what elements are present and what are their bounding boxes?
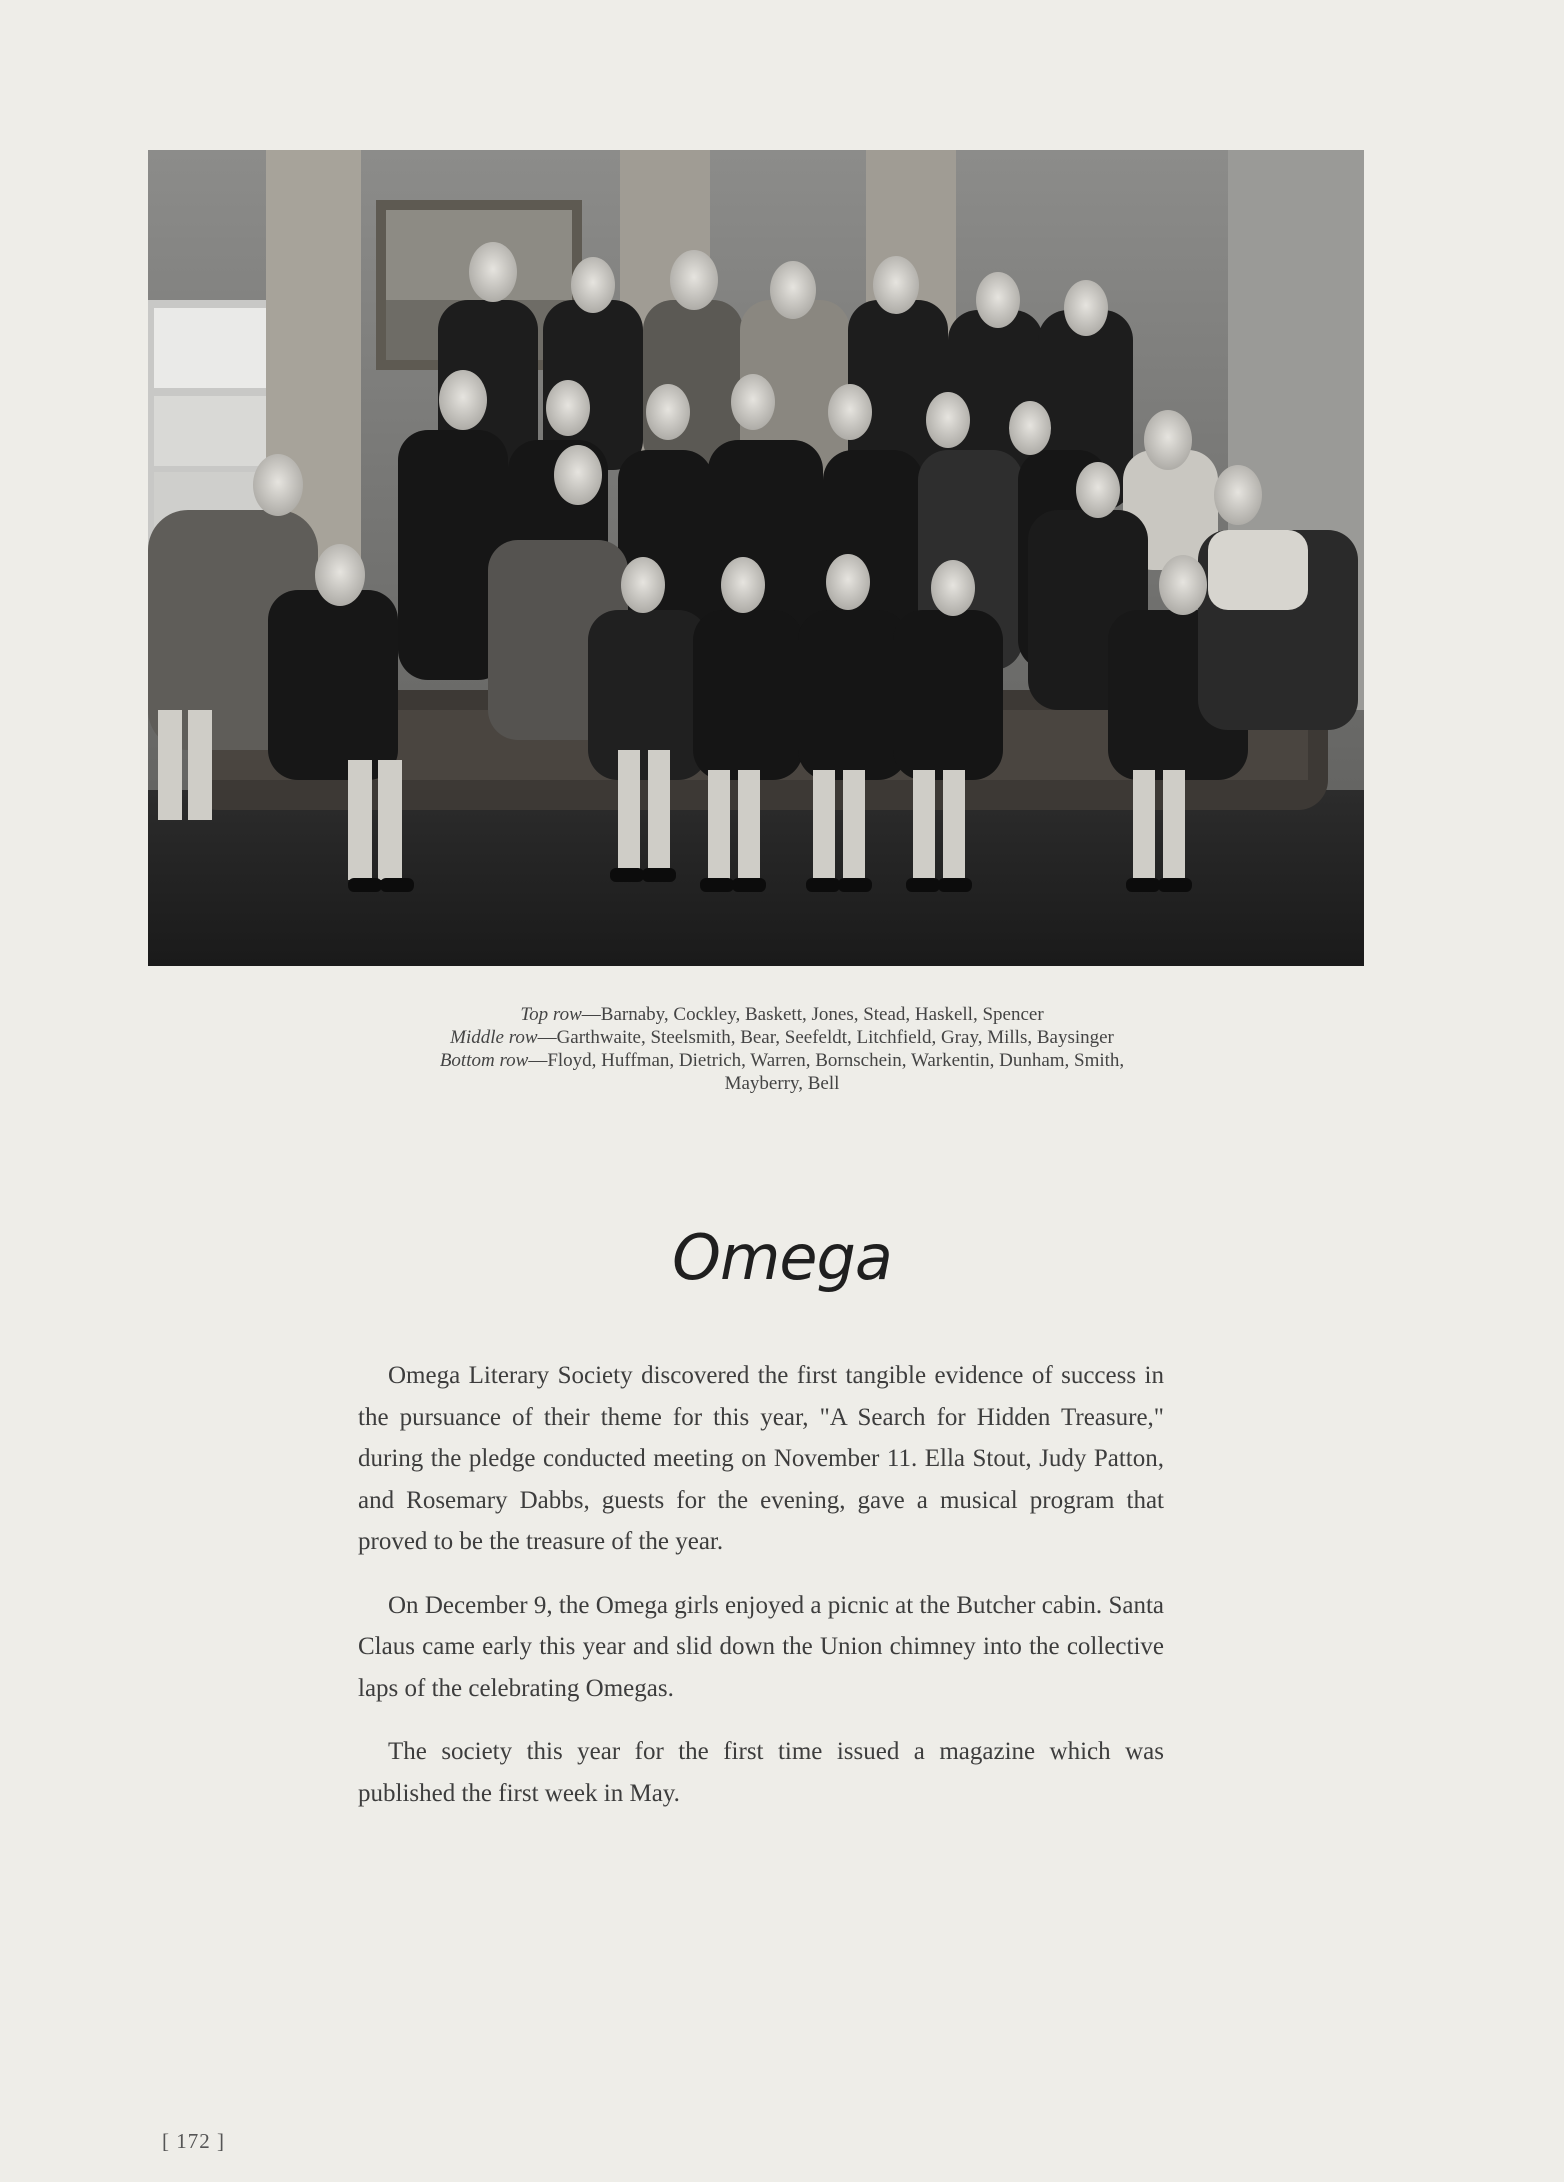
- group-photo-image: [148, 150, 1364, 966]
- caption-middle-row: [250, 1026, 1314, 1049]
- caption-bottom-row-continued: Mayberry, Bell: [724, 1073, 840, 1094]
- caption-bottom-row: [250, 1049, 1314, 1072]
- page-number: [ 172 ]: [162, 2129, 225, 2153]
- caption-bottom-row-names: —Floyd, Huffman, Dietrich, Warren, Bornschein, Warkentin, Dunham, Smith,: [528, 1050, 1125, 1071]
- caption-top-row: [250, 1003, 1314, 1026]
- article-body: [358, 1355, 1164, 1836]
- caption-middle-row-label: Middle row: [450, 1027, 538, 1048]
- paragraph-3: The society this year for the first time issued a magazine which was published the first week in May.: [358, 1738, 1164, 1807]
- photo-caption: [250, 1003, 1314, 1095]
- page-title: Omega: [672, 1221, 892, 1294]
- caption-top-row-names: —Barnaby, Cockley, Baskett, Jones, Stead, Haskell, Spencer: [581, 1004, 1044, 1025]
- caption-top-row-label: Top row: [520, 1004, 582, 1025]
- caption-middle-row-names: —Garthwaite, Steelsmith, Bear, Seefeldt, Litchfield, Gray, Mills, Baysinger: [537, 1027, 1114, 1048]
- paragraph-2: On December 9, the Omega girls enjoyed a picnic at the Butcher cabin. Santa Claus came early this year and slid down the Union chimney into the collective laps of the celebrating Omegas.: [358, 1591, 1164, 1702]
- paragraph-1: Omega Literary Society discovered the first tangible evidence of success in the pursuance of their theme for this year, "A Search for Hidden Treasure," during the pledge conducted meeting on November 11. Ella Stout, Judy Patton, and Rosemary Dabbs, guests for the evening, gave a musical program that proved to be the treasure of the year.: [358, 1362, 1164, 1555]
- group-photo: [148, 150, 1364, 966]
- caption-bottom-row-label: Bottom row: [439, 1050, 529, 1071]
